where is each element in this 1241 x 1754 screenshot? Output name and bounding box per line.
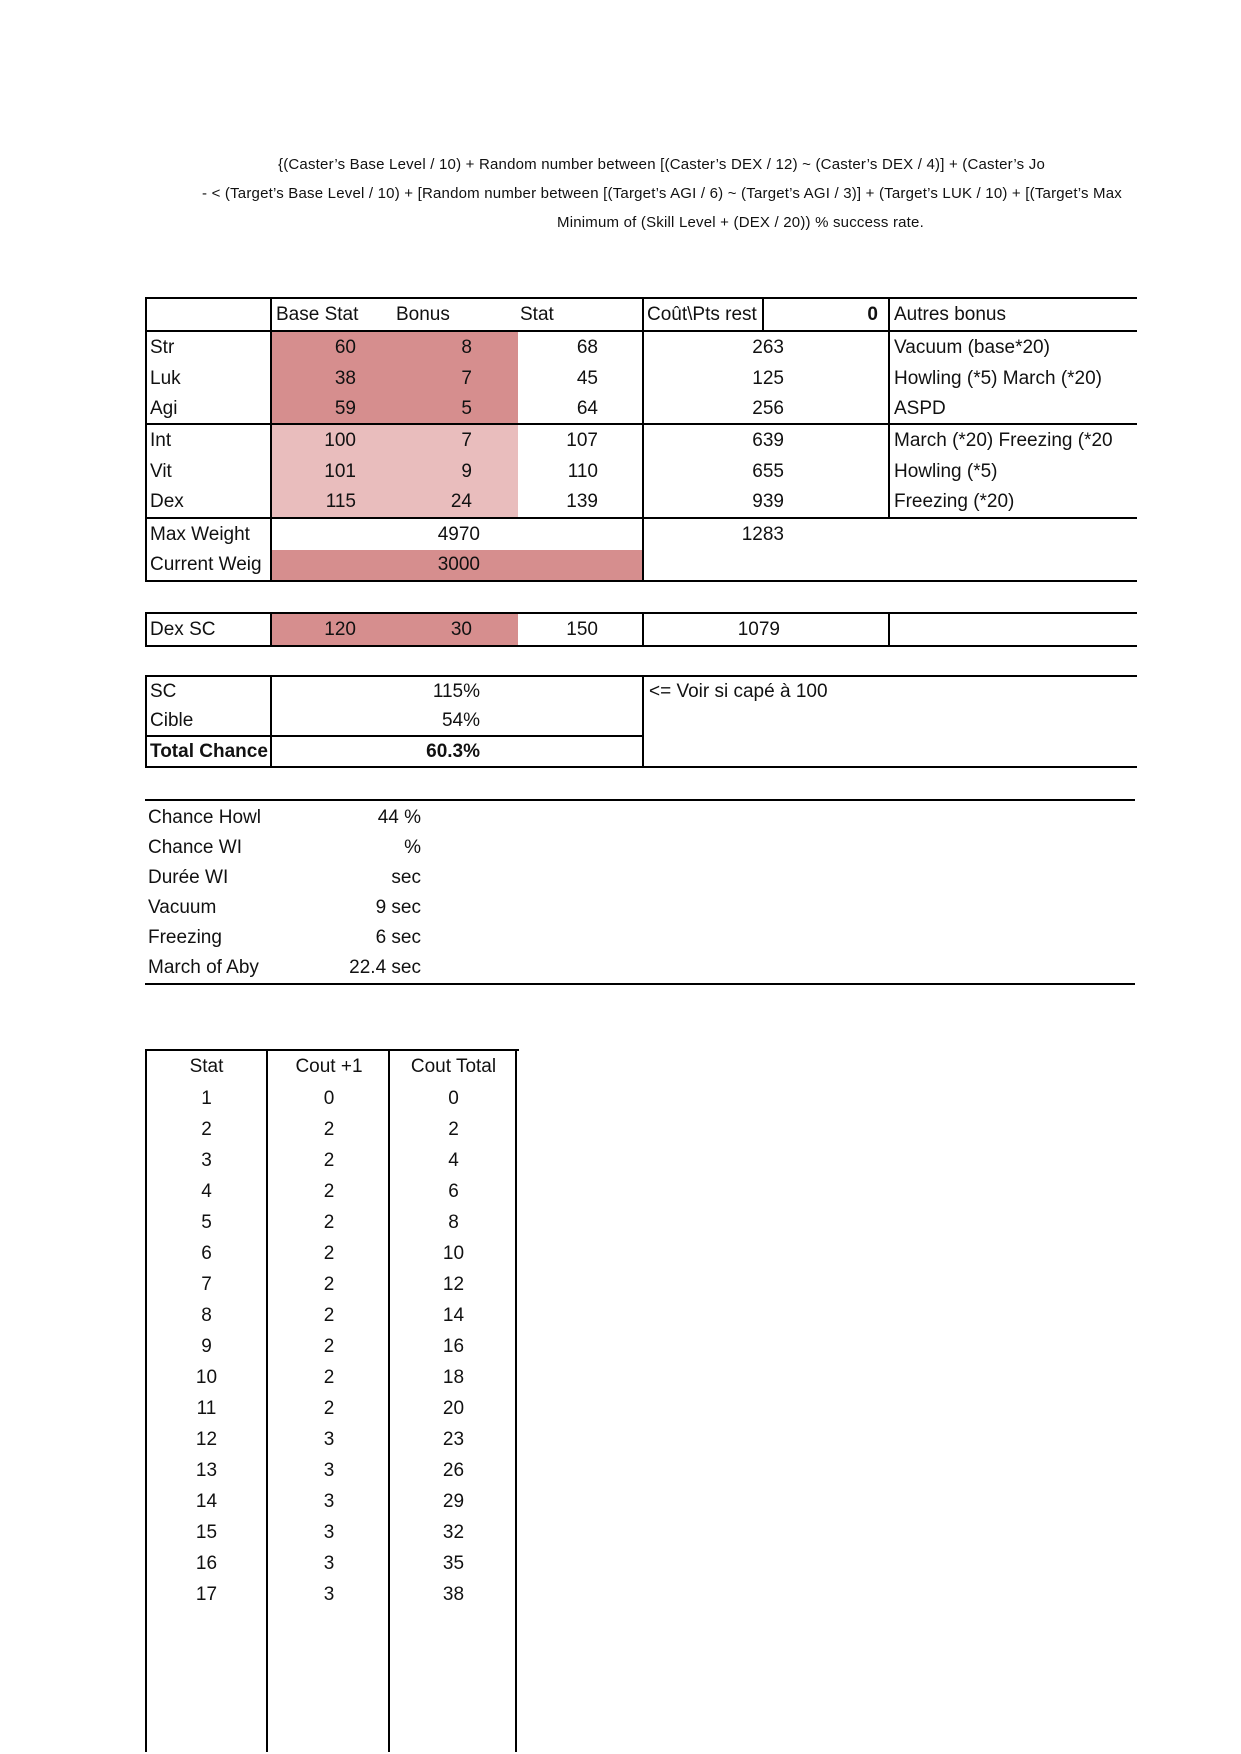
freezing-value[interactable]: 6 sec	[375, 927, 421, 948]
freezing-label[interactable]: Freezing	[148, 927, 222, 948]
cost-15-stat[interactable]: 15	[195, 1521, 218, 1543]
cost-1-stat[interactable]: 1	[201, 1087, 212, 1109]
cost-8-stat[interactable]: 8	[201, 1304, 212, 1326]
cost-table-row	[145, 1393, 519, 1424]
agi-base-stat[interactable]: 59	[270, 394, 392, 425]
cost-table-line-1	[266, 1051, 268, 1752]
cost-6-cout-plus1[interactable]: 2	[323, 1242, 335, 1264]
march-of-abyss-value[interactable]: 22.4 sec	[349, 957, 421, 978]
agi-bonus[interactable]: 5	[392, 394, 518, 425]
stat-cost-table	[145, 1049, 519, 1752]
vit-bonus[interactable]: 9	[392, 456, 518, 487]
cost-table-row	[145, 1300, 519, 1331]
agi-autres-bonus[interactable]: ASPD	[888, 394, 1137, 425]
luk-label[interactable]: Luk	[150, 367, 181, 389]
cible-label[interactable]: Cible	[147, 707, 270, 737]
dex-sc-table	[145, 612, 1137, 647]
vit-label[interactable]: Vit	[150, 460, 172, 482]
luk-bonus[interactable]: 7	[392, 363, 518, 394]
vit-base-stat[interactable]: 101	[270, 456, 392, 487]
cost-table-row	[145, 1517, 519, 1548]
cost-14-cout-total[interactable]: 29	[442, 1490, 465, 1512]
dex-label[interactable]: Dex	[147, 487, 270, 519]
march-of-abyss-spacer	[421, 953, 1135, 983]
cost-13-stat[interactable]: 13	[195, 1459, 218, 1481]
cost-4-cout-plus1[interactable]: 2	[323, 1180, 335, 1202]
dex-stat[interactable]: 139	[518, 487, 642, 519]
cost-13-cout-total[interactable]: 26	[442, 1459, 465, 1481]
cost-table-line-left	[145, 1051, 147, 1752]
cost-10-cout-plus1[interactable]: 2	[323, 1366, 335, 1388]
duree-wi-value[interactable]: sec	[391, 867, 421, 888]
cost-16-stat[interactable]: 16	[195, 1552, 218, 1574]
vacuum-value[interactable]: 9 sec	[375, 897, 421, 918]
cost-14-stat[interactable]: 14	[195, 1490, 218, 1512]
cost-header-cout-total[interactable]: Cout Total	[410, 1056, 497, 1077]
int-stat[interactable]: 107	[566, 429, 598, 451]
cost-6-cout-total[interactable]: 10	[442, 1242, 465, 1264]
cost-9-stat[interactable]: 9	[201, 1335, 212, 1357]
duree-wi-label[interactable]: Durée WI	[148, 867, 229, 888]
cost-2-cout-total[interactable]: 2	[448, 1118, 459, 1140]
cost-table-line-right	[515, 1051, 517, 1752]
cost-2-cout-plus1[interactable]: 2	[323, 1118, 335, 1140]
dex-sc-base-stat[interactable]: 120	[270, 614, 392, 645]
duree-wi-spacer	[421, 863, 1135, 893]
cost-7-cout-plus1[interactable]: 2	[323, 1273, 335, 1295]
cost-17-cout-plus1[interactable]: 3	[323, 1583, 335, 1605]
cost-header-cout-plus1[interactable]: Cout +1	[295, 1056, 363, 1077]
agi-spacer	[792, 394, 888, 425]
cost-table-row	[145, 1176, 519, 1207]
agi-cost[interactable]: 256	[642, 394, 792, 425]
header-blank[interactable]	[147, 299, 270, 332]
max-weight-cost[interactable]: 1283	[642, 519, 792, 550]
vit-spacer	[792, 456, 888, 487]
dex-spacer	[792, 487, 888, 519]
max-weight-spacer2	[792, 519, 1137, 550]
cost-15-cout-total[interactable]: 32	[442, 1521, 465, 1543]
str-base-stat[interactable]: 60	[270, 332, 392, 363]
chance-howl-label[interactable]: Chance Howl	[148, 807, 261, 828]
header-cost[interactable]: Coût\Pts rest	[642, 299, 764, 332]
cost-11-cout-total[interactable]: 20	[442, 1397, 465, 1419]
sc-value[interactable]: 115%	[270, 677, 642, 707]
str-cost[interactable]: 263	[642, 332, 792, 363]
cible-note[interactable]	[642, 707, 1137, 737]
cost-6-stat[interactable]: 6	[201, 1242, 212, 1264]
cost-table-header-row	[145, 1051, 519, 1083]
cost-table-row	[145, 1083, 519, 1114]
cost-table-row	[145, 1362, 519, 1393]
chance-wi-value[interactable]: %	[404, 837, 421, 858]
max-weight-label[interactable]: Max Weight	[150, 523, 250, 545]
luk-autres-bonus[interactable]: Howling (*5) March (*20)	[888, 363, 1137, 394]
int-cost[interactable]: 639	[642, 425, 792, 456]
cost-table-line-2	[388, 1051, 390, 1752]
dex-sc-label[interactable]: Dex SC	[150, 618, 216, 640]
formula-line-3: Minimum of (Skill Level + (DEX / 20)) % success rate.	[557, 214, 924, 231]
cost-12-stat[interactable]: 12	[195, 1428, 218, 1450]
cost-1-cout-total[interactable]: 0	[448, 1087, 459, 1109]
cible-value[interactable]: 54%	[270, 707, 642, 737]
total-chance-value[interactable]: 60.3%	[270, 737, 642, 766]
cost-13-cout-plus1[interactable]: 3	[323, 1459, 335, 1481]
cost-8-cout-plus1[interactable]: 2	[323, 1304, 335, 1326]
int-label[interactable]: Int	[150, 429, 172, 451]
cost-table-row	[145, 1486, 519, 1517]
cost-17-stat[interactable]: 17	[195, 1583, 218, 1605]
vit-autres-bonus[interactable]: Howling (*5)	[888, 456, 1137, 487]
vit-cost[interactable]: 655	[642, 456, 792, 487]
cost-11-stat[interactable]: 11	[196, 1397, 217, 1419]
cost-header-stat[interactable]: Stat	[189, 1056, 224, 1077]
str-bonus[interactable]: 8	[392, 332, 518, 363]
cost-17-cout-total[interactable]: 38	[442, 1583, 465, 1605]
cost-table-row	[145, 1424, 519, 1455]
chance-howl-value[interactable]: 44 %	[377, 807, 421, 828]
cost-table-row	[145, 1114, 519, 1145]
cost-table-row	[145, 1238, 519, 1269]
current-weight-spacer2	[792, 550, 1137, 580]
formula-box	[145, 140, 1141, 244]
durations-table	[145, 799, 1135, 985]
cost-5-cout-plus1[interactable]: 2	[323, 1211, 335, 1233]
int-bonus[interactable]: 7	[392, 425, 518, 456]
chance-wi-label[interactable]: Chance WI	[148, 837, 242, 858]
max-weight-spacer1	[518, 519, 642, 550]
cost-7-cout-total[interactable]: 12	[442, 1273, 465, 1295]
cost-9-cout-plus1[interactable]: 2	[323, 1335, 335, 1357]
cost-9-cout-total[interactable]: 16	[442, 1335, 465, 1357]
luk-stat[interactable]: 45	[576, 367, 598, 389]
formula-line-2: - < (Target’s Base Level / 10) + [Random number between [(Target’s AGI / 6) ~ (Target’s AGI / 3)] + (Target’s LUK / 10) + [(Target’s Max	[202, 185, 1122, 202]
success-chance-table	[145, 675, 1137, 768]
int-spacer	[792, 425, 888, 456]
vit-stat[interactable]: 110	[567, 460, 598, 482]
cost-12-cout-total[interactable]: 23	[442, 1428, 465, 1450]
cost-table-row	[145, 1579, 519, 1610]
cost-table-row	[145, 1269, 519, 1300]
cost-15-cout-plus1[interactable]: 3	[323, 1521, 335, 1543]
dex-autres-bonus[interactable]: Freezing (*20)	[888, 487, 1137, 519]
cost-16-cout-total[interactable]: 35	[442, 1552, 465, 1574]
cost-12-cout-plus1[interactable]: 3	[323, 1428, 335, 1450]
cost-10-stat[interactable]: 10	[195, 1366, 218, 1388]
str-label[interactable]: Str	[150, 336, 175, 358]
str-autres-bonus[interactable]: Vacuum (base*20)	[888, 332, 1137, 363]
cost-4-cout-total[interactable]: 6	[448, 1180, 459, 1202]
dex-sc-right-spacer	[888, 614, 1137, 645]
dex-bonus[interactable]: 24	[392, 487, 518, 519]
agi-label[interactable]: Agi	[147, 394, 270, 425]
cost-3-cout-plus1[interactable]: 2	[323, 1149, 335, 1171]
chance-howl-spacer	[421, 803, 1135, 833]
header-autres-bonus[interactable]: Autres bonus	[888, 299, 1137, 332]
str-stat[interactable]: 68	[576, 336, 598, 358]
dex-sc-cost[interactable]: 1079	[642, 614, 792, 645]
dex-sc-spacer	[792, 614, 888, 645]
cost-16-cout-plus1[interactable]: 3	[323, 1552, 335, 1574]
cost-3-stat[interactable]: 3	[201, 1149, 212, 1171]
total-chance-label[interactable]: Total Chance	[150, 740, 268, 762]
cost-table-row	[145, 1455, 519, 1486]
cost-14-cout-plus1[interactable]: 3	[323, 1490, 335, 1512]
cost-11-cout-plus1[interactable]: 2	[323, 1397, 335, 1419]
luk-base-stat[interactable]: 38	[270, 363, 392, 394]
header-bonus[interactable]: Bonus	[392, 299, 518, 332]
chance-wi-spacer	[421, 833, 1135, 863]
cost-8-cout-total[interactable]: 14	[442, 1304, 465, 1326]
max-weight-value[interactable]: 4970	[270, 519, 518, 550]
cost-1-cout-plus1[interactable]: 0	[323, 1087, 335, 1109]
stats-table	[145, 297, 1137, 582]
cost-7-stat[interactable]: 7	[201, 1273, 212, 1295]
dex-base-stat[interactable]: 115	[270, 487, 392, 519]
str-spacer	[792, 332, 888, 363]
cost-table-row	[145, 1207, 519, 1238]
cost-2-stat[interactable]: 2	[201, 1118, 212, 1140]
cost-table-row	[145, 1331, 519, 1362]
dex-sc-bonus[interactable]: 30	[392, 614, 518, 645]
header-stat[interactable]: Stat	[518, 299, 642, 332]
vacuum-spacer	[421, 893, 1135, 923]
vacuum-label[interactable]: Vacuum	[148, 897, 217, 918]
freezing-spacer	[421, 923, 1135, 953]
current-weight-value[interactable]: 3000	[270, 550, 642, 580]
current-weight-label[interactable]: Current Weig	[150, 554, 262, 575]
cost-10-cout-total[interactable]: 18	[442, 1366, 465, 1388]
int-base-stat[interactable]: 100	[270, 425, 392, 456]
dex-sc-stat[interactable]: 150	[566, 618, 598, 640]
dex-cost[interactable]: 939	[642, 487, 792, 519]
march-of-abyss-label[interactable]: March of Aby	[148, 957, 259, 978]
sc-label[interactable]: SC	[150, 681, 177, 702]
cost-table-row	[145, 1145, 519, 1176]
agi-stat[interactable]: 64	[518, 394, 642, 425]
formula-line-1: {(Caster’s Base Level / 10) + Random number between [(Caster’s DEX / 12) ~ (Caster’s DEX / 4)] + (Caster’s Jo	[278, 156, 1045, 173]
current-weight-spacer1	[642, 550, 792, 580]
luk-cost[interactable]: 125	[642, 363, 792, 394]
header-points[interactable]: 0	[764, 299, 888, 332]
cost-4-stat[interactable]: 4	[201, 1180, 212, 1202]
header-base-stat[interactable]: Base Stat	[270, 299, 392, 332]
cost-5-cout-total[interactable]: 8	[448, 1211, 459, 1233]
total-chance-note[interactable]	[642, 737, 1137, 766]
luk-spacer	[792, 363, 888, 394]
int-autres-bonus[interactable]: March (*20) Freezing (*20	[888, 425, 1137, 456]
cost-table-row	[145, 1548, 519, 1579]
cost-5-stat[interactable]: 5	[201, 1211, 212, 1233]
sc-note[interactable]: <= Voir si capé à 100	[642, 677, 1137, 707]
cost-3-cout-total[interactable]: 4	[448, 1149, 459, 1171]
